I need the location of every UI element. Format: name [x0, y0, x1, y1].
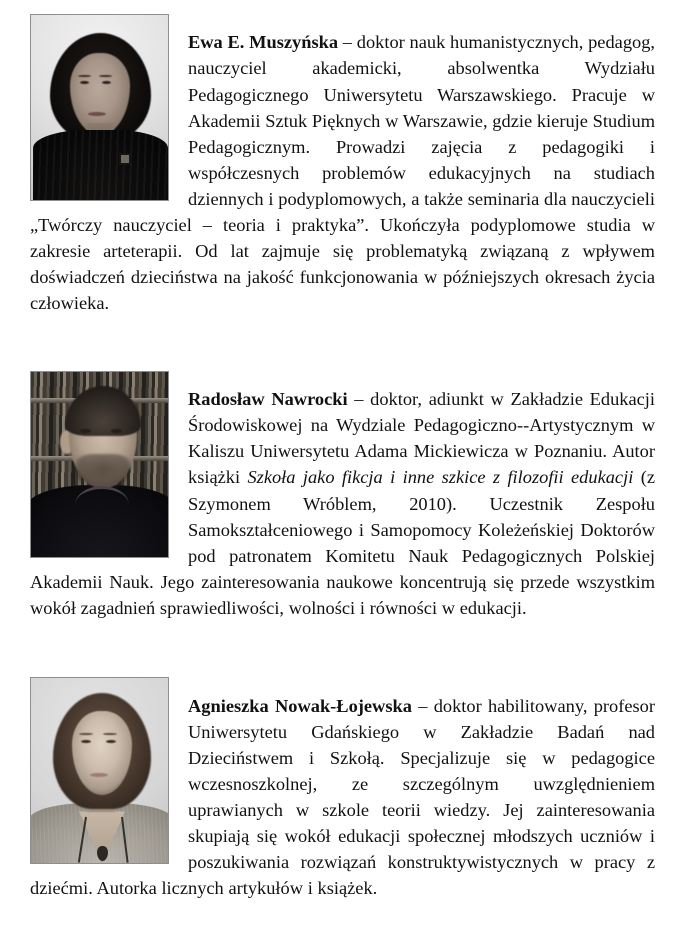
author-name: Ewa E. Muszyńska	[188, 32, 339, 53]
author-bio-entry	[30, 0, 655, 335]
portrait-eyebrow-right	[99, 75, 112, 77]
author-bio-entry	[30, 639, 655, 920]
book-title-italic: Szkoła jako fikcja i inne szkice z filozofii edukacji	[247, 467, 634, 488]
bio-body-text: doktor habilitowany, profesor Uniwersytetu Gdańskiego w Zakładzie Badań nad Dzieciństwem i Szkołą. Specjalizuje się w pedagogice wczesnoszkolnej, ze szczególnym uwzględnieniem uprawianych w szkole teorii wiedzy. Jej zainteresowania skupiają się wokół edukacji społecznej młodszych uczniów i poszukiwania rozwiązań konstruktywistycznych w pracy z dziećmi. Autorka licznych artykułów i książek.	[30, 695, 655, 899]
author-name: Radosław Nawrocki	[188, 389, 348, 410]
portrait-eyebrow-left	[78, 75, 91, 77]
name-dash-separator: –	[347, 389, 371, 410]
name-dash-separator: –	[411, 695, 434, 716]
portrait-lapel-pin	[119, 153, 131, 165]
portrait-eye-left	[80, 81, 89, 84]
author-portrait-photo	[30, 677, 169, 864]
name-dash-separator: –	[338, 32, 357, 53]
author-portrait-photo	[30, 14, 169, 201]
portrait-eye-right	[102, 81, 111, 84]
portrait-eye-right	[111, 429, 122, 433]
portrait-mouth	[88, 112, 106, 116]
portrait-eye-left	[80, 429, 91, 433]
author-portrait-photo	[30, 371, 169, 558]
bio-body-text-tail: (z Szymonem Wróblem, 2010). Uczestnik Zespołu Samokształceniowego i Samopomocy Koleżeńskiej Doktorów pod patronatem Komitetu Nauk Pedagogicznych Polskiej Akademii Nauk. Jego zainteresowania naukowe koncentrują się przede wszystkim wokół zagadnień sprawiedliwości, wolności i równości w edukacji.	[30, 467, 655, 618]
bio-body-text: doktor nauk humanistycznych, pedagog, nauczyciel akademicki, absolwentka Wydziału Pedagogicznego Uniwersytetu Warszawskiego. Pracuje w Akademii Sztuk Pięknych w Warszawie, gdzie kieruje Studium Pedagogicznym. Prowadzi zajęcia z pedagogiki i współczesnych problemów edukacyjnych na studiach dziennych i podyplomowych, a także seminaria dla nauczycieli „Twórczy nauczyciel – teoria i praktyka”. Ukończyła podyplomowe studia w zakresie arteterapii. Od lat zajmuje się problematyką związaną z wpływem doświadczeń dzieciństwa na jakość funkcjonowania w późniejszych okresach życia człowieka.	[30, 32, 655, 314]
portrait-clothing	[33, 130, 168, 200]
author-bio-entry	[30, 335, 655, 640]
author-name: Agnieszka Nowak-Łojewska	[188, 695, 412, 716]
bio-body-text-continued: -Artystycznym w Kaliszu Uniwersytetu Adama Mickiewicza w Poznaniu. Autor książki	[188, 415, 656, 488]
bio-body-text: doktor, adiunkt w Zakładzie Edukacji Środowiskowej na Wydziale Pedagogiczno-	[188, 389, 656, 436]
